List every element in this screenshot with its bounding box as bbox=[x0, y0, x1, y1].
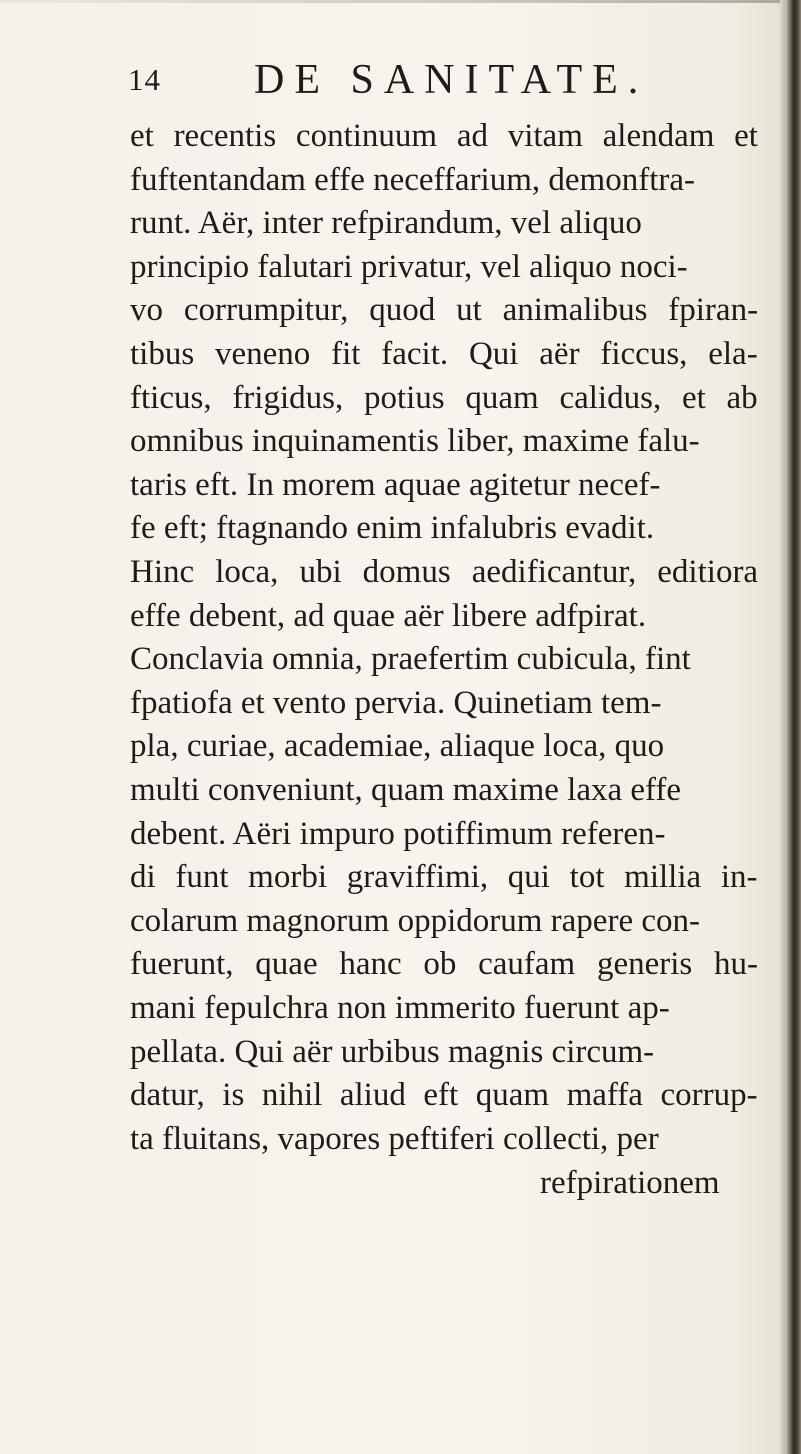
text-line: et recentis continuum ad vitam alendam et bbox=[130, 118, 758, 154]
text-line: taris eft. In morem aquae agitetur necef- bbox=[130, 467, 661, 503]
page-number: 14 bbox=[128, 62, 161, 97]
text-line: pla, curiae, academiae, aliaque loca, quo bbox=[130, 728, 665, 764]
text-line: colarum magnorum oppidorum rapere con- bbox=[130, 903, 700, 939]
catchword: refpirationem bbox=[540, 1165, 720, 1201]
text-line: ta fluitans, vapores peftiferi collecti, per bbox=[130, 1121, 659, 1157]
text-line: effe debent, ad quae aër libere adfpirat. bbox=[130, 598, 647, 634]
text-line: di funt morbi graviffimi, qui tot millia in- bbox=[130, 859, 758, 895]
text-line: runt. Aër, inter refpirandum, vel aliquo bbox=[130, 205, 642, 241]
text-line: fuerunt, quae hanc ob caufam generis hu- bbox=[130, 946, 759, 982]
text-line: principio falutari privatur, vel aliquo noci- bbox=[130, 249, 688, 285]
text-line: debent. Aëri impuro potiffimum referen- bbox=[130, 816, 666, 852]
text-line: mani fepulchra non immerito fuerunt ap- bbox=[130, 990, 670, 1026]
text-line: multi conveniunt, quam maxime laxa effe bbox=[130, 772, 682, 808]
running-title: DE SANITATE. bbox=[254, 57, 649, 103]
text-line: tibus veneno fit facit. Qui aër ficcus, ela- bbox=[130, 336, 758, 372]
text-line: pellata. Qui aër urbibus magnis circum- bbox=[130, 1034, 655, 1070]
text-line: datur, is nihil aliud eft quam maffa corrup- bbox=[130, 1077, 758, 1113]
text-line: Hinc loca, ubi domus aedificantur, editiora bbox=[130, 554, 759, 590]
page-top-edge bbox=[0, 0, 780, 3]
page-header bbox=[0, 50, 801, 110]
text-line: fticus, frigidus, potius quam calidus, et ab bbox=[130, 380, 758, 416]
text-line: vo corrumpitur, quod ut animalibus fpiran- bbox=[130, 292, 759, 328]
text-line: omnibus inquinamentis liber, maxime falu- bbox=[130, 423, 700, 459]
text-line: Conclavia omnia, praefertim cubicula, fint bbox=[130, 641, 691, 677]
text-line: fe eft; ftagnando enim infalubris evadit. bbox=[130, 510, 655, 546]
text-line: fpatiofa et vento pervia. Quinetiam tem- bbox=[130, 685, 662, 721]
text-line: fuftentandam effe neceffarium, demonftra- bbox=[130, 162, 695, 198]
book-binding-edge bbox=[785, 0, 801, 1454]
